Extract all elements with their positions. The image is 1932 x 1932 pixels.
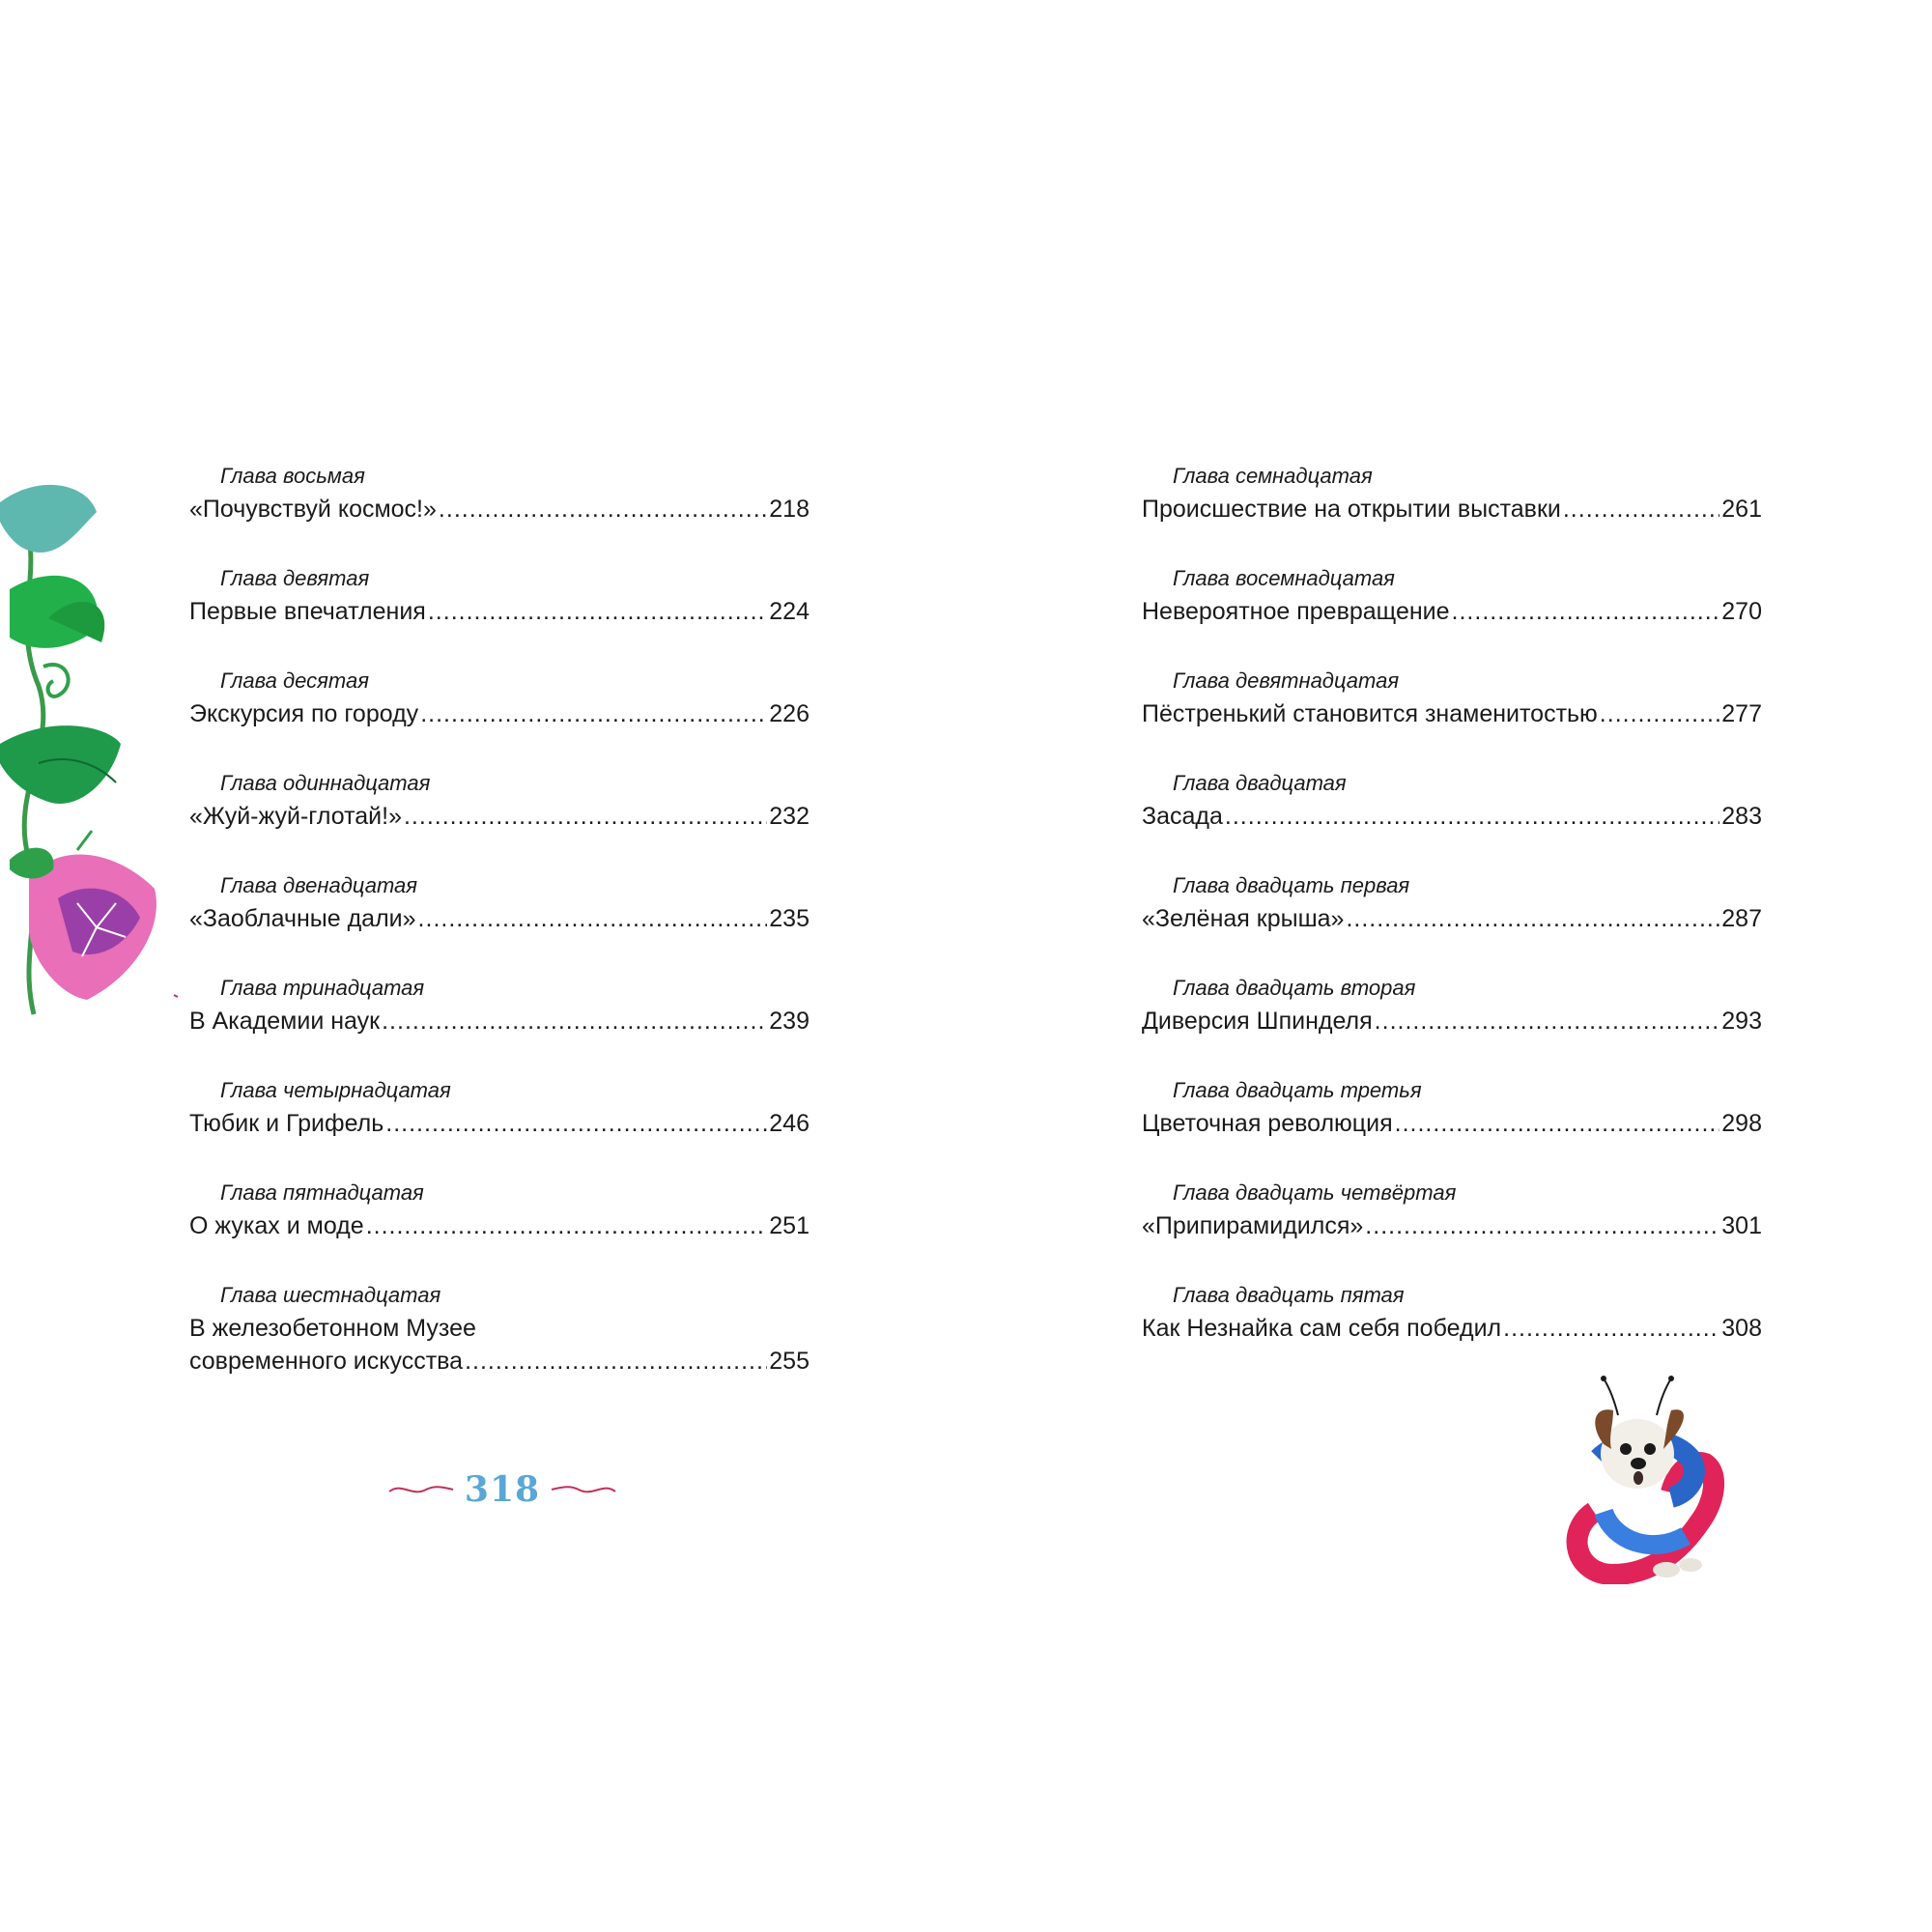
dot-leader <box>1375 1005 1720 1037</box>
toc-line[interactable] <box>1142 493 1762 526</box>
chapter-title: Экскурсия по городу <box>189 700 419 727</box>
toc-entry <box>189 1279 810 1414</box>
toc-line[interactable] <box>189 697 810 730</box>
chapter-label: Глава тринадцатая <box>220 976 425 1000</box>
chapter-title: В Академии наук <box>189 1008 381 1035</box>
dot-leader <box>385 1107 767 1140</box>
chapter-title: Невероятное превращение <box>1142 598 1450 625</box>
dot-leader <box>1225 800 1719 833</box>
page-number: 293 <box>1721 1008 1762 1035</box>
page-number: 235 <box>769 905 810 932</box>
dot-leader <box>465 1345 767 1378</box>
chapter-title: «Зелёная крыша» <box>1142 905 1345 932</box>
toc-entry <box>1142 665 1762 767</box>
swash-right-ornament <box>550 1480 617 1499</box>
toc-line[interactable] <box>1142 1005 1762 1037</box>
dot-leader <box>439 493 767 526</box>
toc-line[interactable] <box>189 595 810 628</box>
page-number: 270 <box>1721 598 1762 625</box>
chapter-title: Тюбик и Грифель <box>189 1110 384 1137</box>
chapter-label: Глава двадцать третья <box>1173 1078 1422 1102</box>
chapter-title: О жуках и моде <box>189 1212 364 1239</box>
page-number: 239 <box>769 1008 810 1035</box>
chapter-label: Глава пятнадцатая <box>220 1180 424 1205</box>
dot-leader <box>404 800 767 833</box>
toc-entry <box>189 767 810 869</box>
chapter-title: Засада <box>1142 803 1223 830</box>
chapter-title: «Заоблачные дали» <box>189 905 416 932</box>
chapter-title: «Жуй-жуй-глотай!» <box>189 803 402 830</box>
chapter-label: Глава двадцать вторая <box>1173 976 1416 1000</box>
page-number: 232 <box>769 803 810 830</box>
toc-entry <box>189 562 810 665</box>
page-number: 277 <box>1721 700 1762 727</box>
toc-entry <box>1142 869 1762 972</box>
toc-entry <box>189 1177 810 1279</box>
toc-line[interactable] <box>189 1107 810 1140</box>
dot-leader <box>1452 595 1720 628</box>
chapter-label: Глава девятнадцатая <box>1173 668 1400 693</box>
folio <box>386 1470 618 1509</box>
toc-line[interactable] <box>1142 902 1762 935</box>
dot-leader <box>366 1209 768 1242</box>
chapter-label: Глава шестнадцатая <box>220 1283 441 1307</box>
chapter-label: Глава восьмая <box>220 464 365 488</box>
toc-entry <box>189 869 810 972</box>
chapter-label: Глава четырнадцатая <box>220 1078 451 1102</box>
toc-line[interactable] <box>1142 697 1762 730</box>
page-number: 251 <box>769 1212 810 1239</box>
dot-leader <box>1563 493 1719 526</box>
dot-leader <box>1395 1107 1720 1140</box>
chapter-label: Глава одиннадцатая <box>220 771 431 795</box>
chapter-title: «Почувствуй космос!» <box>189 496 437 523</box>
toc-line[interactable] <box>1142 595 1762 628</box>
page-number: 283 <box>1721 803 1762 830</box>
flower-vine-illustration <box>0 473 193 1034</box>
chapter-title: Происшествие на открытии выставки <box>1142 496 1561 523</box>
dot-leader <box>420 697 767 730</box>
folio-page-number: 318 <box>464 1469 541 1510</box>
page-number: 255 <box>769 1348 810 1375</box>
page-number: 301 <box>1721 1212 1762 1239</box>
chapter-label: Глава двадцатая <box>1173 771 1347 795</box>
toc-entry <box>189 972 810 1074</box>
page-number: 261 <box>1721 496 1762 523</box>
page-number: 308 <box>1721 1315 1762 1342</box>
toc-line[interactable] <box>189 800 810 833</box>
toc-entry <box>1142 1074 1762 1177</box>
dot-leader <box>382 1005 767 1037</box>
dot-leader <box>1346 902 1719 935</box>
toc-line[interactable] <box>1142 1107 1762 1140</box>
chapter-title: Цветочная революция <box>1142 1110 1393 1137</box>
page-number: 298 <box>1721 1110 1762 1137</box>
chapter-label: Глава двадцать пятая <box>1173 1283 1405 1307</box>
toc-entry <box>189 1074 810 1177</box>
page-number: 224 <box>769 598 810 625</box>
dot-leader <box>1365 1209 1719 1242</box>
toc-line[interactable] <box>189 1209 810 1242</box>
chapter-label: Глава восемнадцатая <box>1173 566 1395 590</box>
chapter-title: «Припирамидился» <box>1142 1212 1364 1239</box>
page-number: 287 <box>1721 905 1762 932</box>
chapter-title: Пёстренький становится знаменитостью <box>1142 700 1598 727</box>
dot-leader <box>1600 697 1719 730</box>
toc-line[interactable] <box>189 902 810 935</box>
page-number: 226 <box>769 700 810 727</box>
chapter-title-line-1: В железобетонном Музее <box>189 1315 476 1342</box>
dog-with-letter-illustration <box>1555 1367 1729 1584</box>
chapter-label: Глава десятая <box>220 668 369 693</box>
toc-column-right <box>1142 460 1762 1381</box>
dot-leader <box>428 595 767 628</box>
chapter-label: Глава двадцать первая <box>1173 873 1410 897</box>
chapter-title: Первые впечатления <box>189 598 426 625</box>
toc-entry <box>1142 1177 1762 1279</box>
toc-entry <box>189 460 810 562</box>
chapter-label: Глава двенадцатая <box>220 873 418 897</box>
chapter-title: Диверсия Шпинделя <box>1142 1008 1373 1035</box>
toc-column-left <box>189 460 810 1414</box>
toc-line[interactable] <box>189 1345 810 1378</box>
toc-line[interactable] <box>1142 1312 1762 1345</box>
chapter-title: современного искусства <box>189 1348 464 1375</box>
chapter-label: Глава двадцать четвёртая <box>1173 1180 1457 1205</box>
page-number: 246 <box>769 1110 810 1137</box>
chapter-title: Как Незнайка сам себя победил <box>1142 1315 1502 1342</box>
toc-line[interactable] <box>189 1005 810 1037</box>
toc-line[interactable] <box>189 493 810 526</box>
toc-line[interactable] <box>1142 1209 1762 1242</box>
toc-entry <box>1142 972 1762 1074</box>
dot-leader <box>1503 1312 1719 1345</box>
chapter-label: Глава семнадцатая <box>1173 464 1373 488</box>
toc-entry <box>1142 562 1762 665</box>
chapter-label: Глава девятая <box>220 566 370 590</box>
toc-entry <box>189 665 810 767</box>
toc-line[interactable] <box>1142 800 1762 833</box>
dot-leader <box>418 902 768 935</box>
toc-entry <box>1142 460 1762 562</box>
toc-entry <box>1142 767 1762 869</box>
swash-left-ornament <box>387 1480 455 1499</box>
page-number: 218 <box>769 496 810 523</box>
